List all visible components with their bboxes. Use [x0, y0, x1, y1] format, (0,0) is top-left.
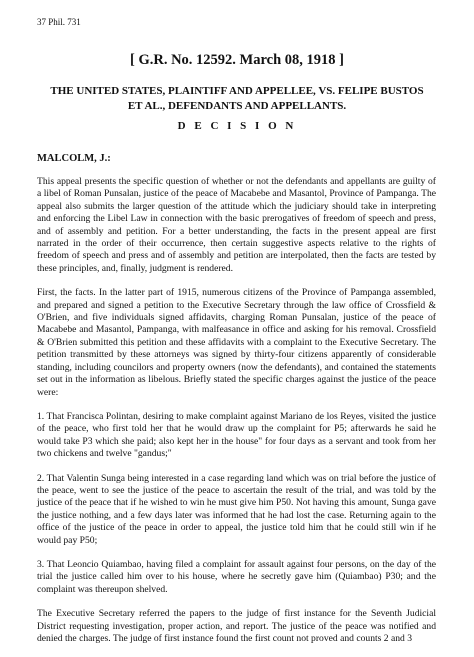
author-line: MALCOLM, J.:: [37, 153, 111, 164]
decision-heading: D E C I S I O N: [177, 120, 297, 132]
paragraph: The Executive Secretary referred the papers to the judge of first instance for the Seventh Judicial District requesting investigation, proper action, and report. The justice of the peace was notified and denied the charges. The judge of first instance found the first count not proved and counts 2 and 3: [37, 608, 436, 644]
paragraph: This appeal presents the specific question of whether or not the defendants and appellants are guilty of a libel of Roman Punsalan, justice of the peace of Macabebe and Masantol, Province of Pampanga. The appeal also submits the larger question of the attitude which the judiciary should take in interpreting and enforcing the Libel Law in connection with the basic prerogatives of freedom of speech and press, and of assembly and petition. For a better understanding, the facts in the present appeal are first narrated in the order of their occurrence, then certain suggestive aspects relative to the rights of freedom of speech and press and of assembly and petition are interpolated, then the facts are tested by these principles, and, finally, judgment is rendered.: [37, 176, 436, 274]
citation: 37 Phil. 731: [37, 17, 81, 27]
paragraph: 1. That Francisca Polintan, desiring to make complaint against Mariano de los Reyes, visited the justice of the peace, who first told her that he would draw up the complaint for P5; afterwards he said he would take P3 which she paid; also kept her in the house" for four days as a servant and took from her two chickens and twelve "gandus;": [37, 410, 436, 460]
paragraph: 2. That Valentin Sunga being interested in a case regarding land which was on trial before the justice of the peace, went to see the justice of the peace to ascertain the result of the trial, and was told by the justice of the peace that if he wished to win he must give him P50. Not having this amount, Sunga gave the justice nothing, and a few days later was informed that he had lost the case. Returning again to the office of the justice of the peace in order to appeal, the justice told him that he could still win if he would pay P50;: [37, 472, 436, 546]
case-number: [ G.R. No. 12592. March 08, 1918 ]: [130, 52, 344, 68]
paragraph: First, the facts. In the latter part of 1915, numerous citizens of the Province of Pampanga assembled, and prepared and signed a petition to the Executive Secretary through the law office of Crossfield & O'Brien, and five individuals signed affidavits, charging Roman Punsalan, justice of the peace of Macabebe and Masantol, Pampanga, with malfeasance in office and asking for his removal. Crossfield & O'Brien submitted this petition and these affidavits with a complaint to the Executive Secretary. The petition transmitted by these attorneys was signed by thirty-four citizens apparently of considerable standing, including councilors and property owners (now the defendants), and contained the statements set out in the information as libelous. Briefly stated the specific charges against the justice of the peace were:: [37, 287, 436, 398]
paragraph: 3. That Leoncio Quiambao, having filed a complaint for assault against four persons, on the day of the trial the justice called him over to his house, where he secretly gave him (Quiambao) P30; and the complaint was thereupon shelved.: [37, 558, 436, 595]
case-parties: THE UNITED STATES, PLAINTIFF AND APPELLEE, VS. FELIPE BUSTOS ET AL., DEFENDANTS AND APPELLANTS.: [50, 85, 424, 112]
decision-body: [37, 176, 436, 657]
